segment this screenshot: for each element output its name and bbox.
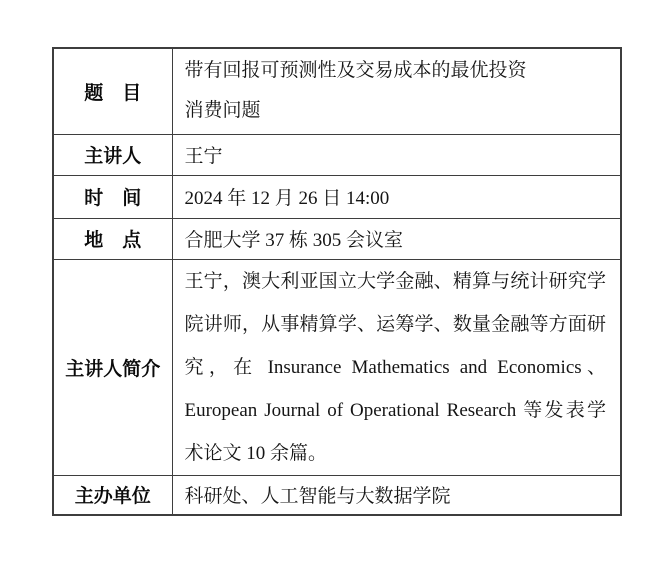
document-page: [52, 47, 622, 516]
table-row-organizer: [53, 475, 621, 515]
row-content-place: [172, 218, 621, 259]
speaker-name: 王宁: [184, 146, 223, 167]
title-line-1: 带有回报可预测性及交易成本的最优投资: [184, 60, 527, 82]
row-label-place: 地 点: [53, 218, 172, 259]
bio-line-5: 术论文 10 余篇。: [184, 442, 328, 464]
table-row-time: [53, 175, 621, 218]
row-content-bio: [172, 259, 621, 475]
row-content-title: [172, 48, 621, 134]
table-row-speaker: [53, 134, 621, 175]
bio-line-4: European Journal of Operational Research 等发表学: [184, 399, 606, 421]
row-label-time: 时 间: [53, 175, 172, 218]
place-value: 合肥大学 37 栋 305 会议室: [184, 230, 404, 251]
row-content-speaker: [172, 134, 621, 175]
row-label-speaker: 主讲人: [53, 134, 172, 175]
bio-line-3: 究，在 Insurance Mathematics and Economics、: [184, 356, 606, 378]
bio-line-2: 院讲师，从事精算学、运筹学、数量金融等方面研: [184, 313, 606, 335]
table-row-title: [53, 48, 621, 134]
row-label-organizer: 主办单位: [53, 475, 172, 515]
table-row-bio: [53, 259, 621, 475]
title-line-2: 消费问题: [184, 100, 261, 122]
row-content-time: [172, 175, 621, 218]
row-content-organizer: [172, 475, 621, 515]
seminar-info-table: [52, 47, 622, 516]
bio-line-1: 王宁，澳大利亚国立大学金融、精算与统计研究学: [184, 270, 606, 292]
time-value: 2024 年 12 月 26 日 14:00: [184, 188, 390, 209]
table-row-place: [53, 218, 621, 259]
row-label-title: 题 目: [53, 48, 172, 134]
organizer-value: 科研处、人工智能与大数据学院: [184, 486, 451, 508]
row-label-bio: 主讲人简介: [53, 259, 172, 475]
